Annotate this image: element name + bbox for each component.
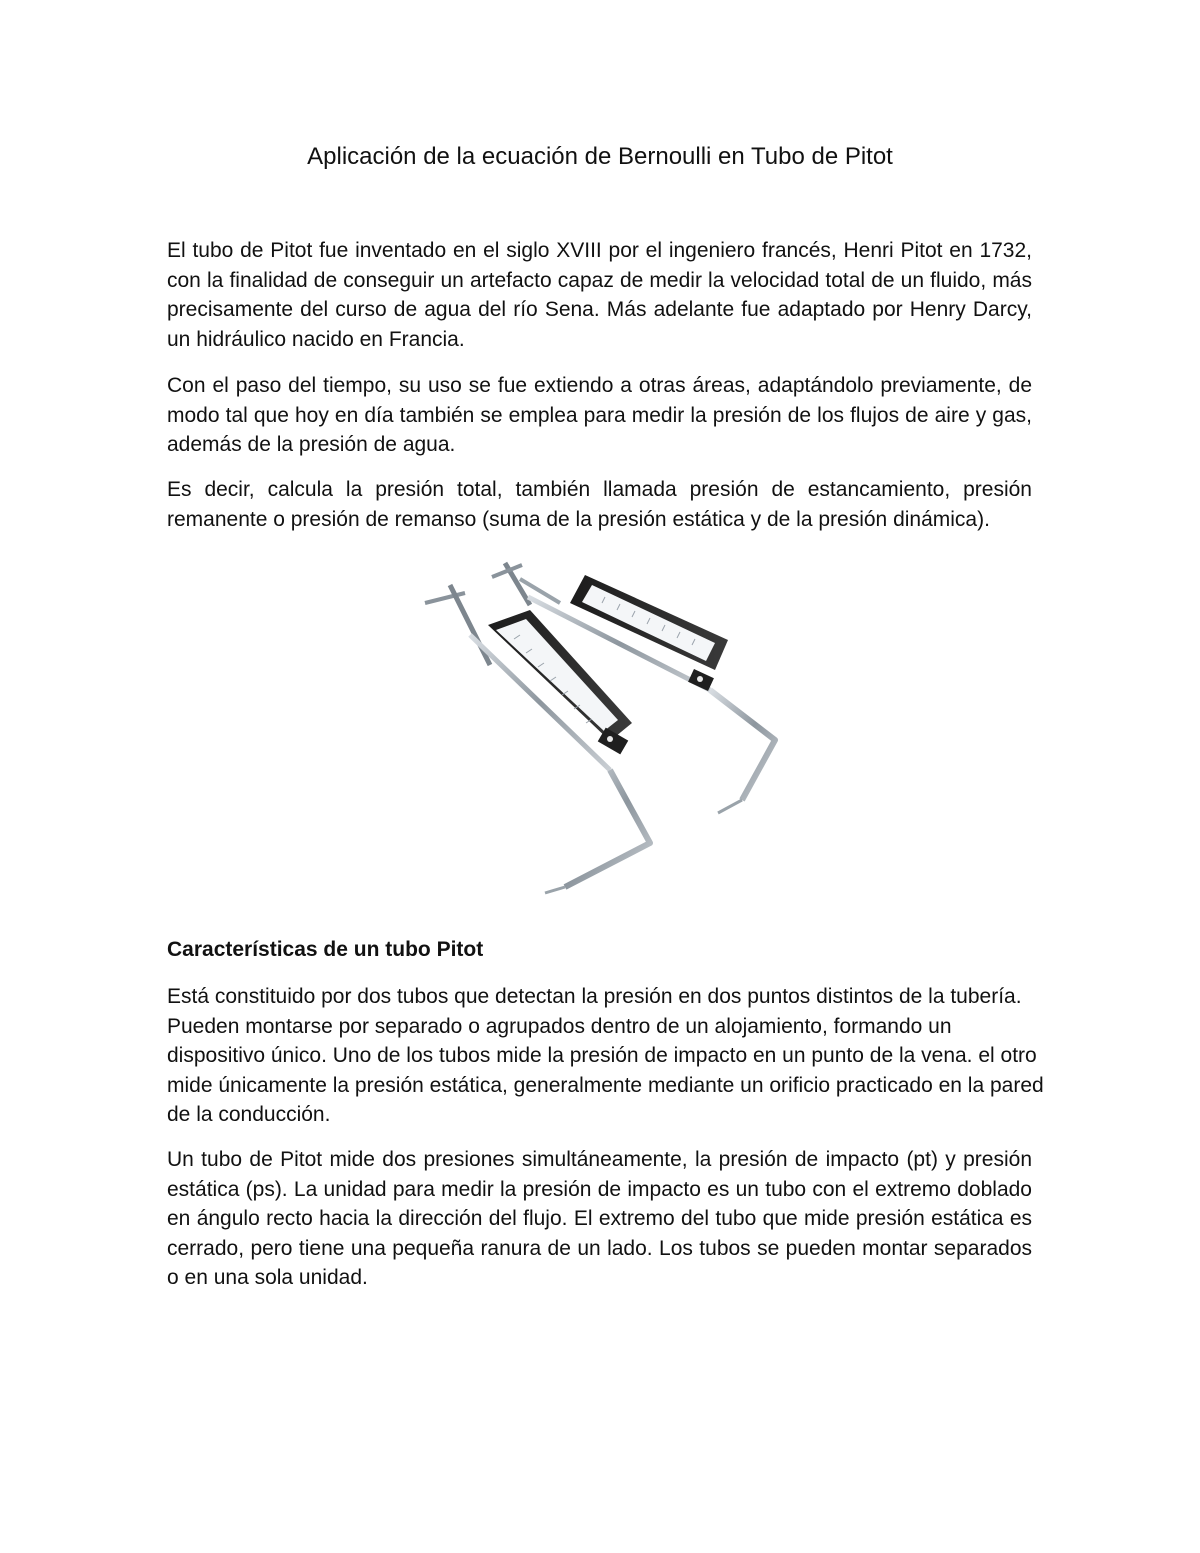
- intro-paragraph-3: Es decir, calcula la presión total, también llamada presión de estancamiento, presión remanente o presión de remanso (suma de la presión estática y de la presión dinámica).: [167, 478, 1032, 531]
- section-paragraph-2: Un tubo de Pitot mide dos presiones simultáneamente, la presión de impacto (pt) y presión estática (ps). La unidad para medir la presión de impacto es un tubo con el extremo doblado en ángulo recto hacia la dirección del flujo. El extremo del tubo que mide presión estática es cerrado, pero tiene una pequeña ranura de un lado. Los tubos se pueden montar separados o en una sola unidad.: [167, 1148, 1032, 1289]
- intro-paragraph-1: El tubo de Pitot fue inventado en el siglo XVIII por el ingeniero francés, Henri Pitot en 1732, con la finalidad de conseguir un artefacto capaz de medir la velocidad total de un fluido, más precisamente del curso de agua del río Sena. Más adelante fue adaptado por Henry Darcy, un hidráulico nacido en Francia.: [167, 239, 1032, 351]
- pitot-tube-right: [492, 563, 775, 813]
- intro-paragraph-2: Con el paso del tiempo, su uso se fue extiendo a otras áreas, adaptándolo previamente, de modo tal que hoy en día también se emplea para medir la presión de los flujos de aire y gas, además de la presión de agua.: [167, 374, 1032, 456]
- section-heading: Características de un tubo Pitot: [167, 938, 484, 961]
- pitot-tubes-photo: [410, 555, 800, 900]
- pitot-tube-left: [425, 585, 650, 893]
- section-paragraph-1: Está constituido por dos tubos que detectan la presión en dos puntos distintos de la tubería. Pueden montarse por separado o agrupados dentro de un alojamiento, formando un dispositivo único. Uno de los tubos mide la presión de impacto en un punto de la vena. el otro mide únicamente la presión estática, generalmente mediante un orificio practicado en la pared de la conducción.: [167, 985, 1044, 1126]
- document-title: Aplicación de la ecuación de Bernoulli en Tubo de Pitot: [307, 143, 893, 170]
